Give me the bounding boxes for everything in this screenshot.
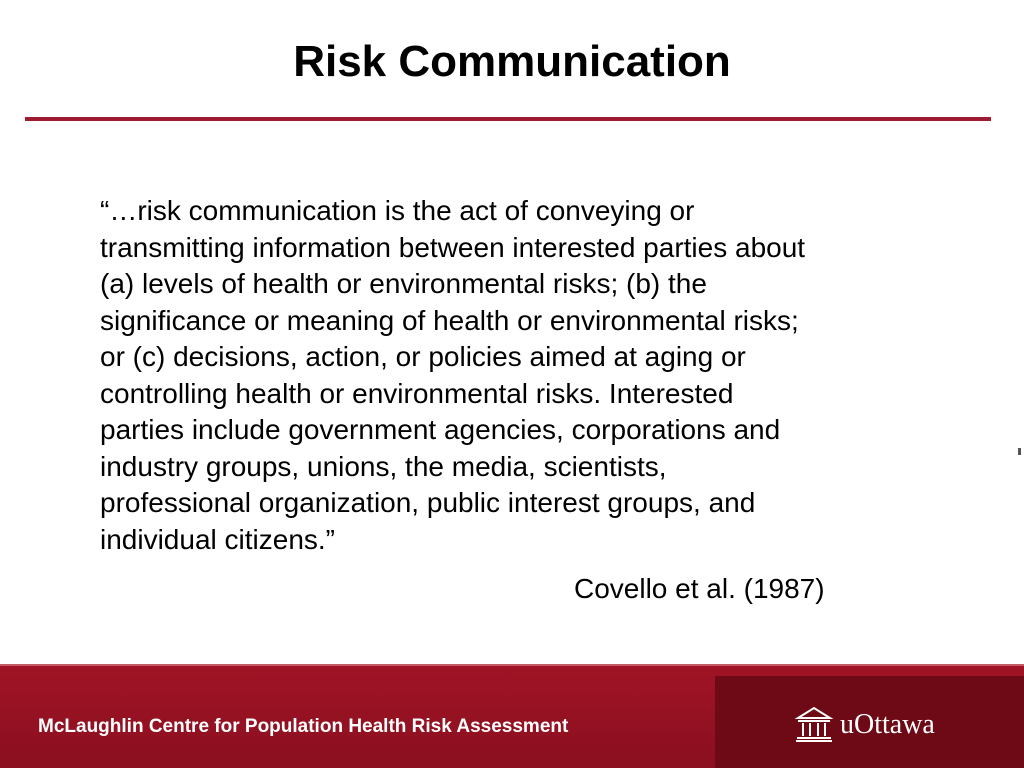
quote-line: industry groups, unions, the media, scientists,: [100, 450, 667, 482]
quote-line: significance or meaning of health or environmental risks;: [100, 304, 799, 336]
quote-line: parties include government agencies, corporations and: [100, 414, 781, 445]
quote-line: “…risk communication is the act of conveying or: [100, 195, 695, 226]
quote-line: individual citizens.”: [100, 523, 335, 555]
quote-line: transmitting information between interested parties about: [100, 231, 806, 263]
title-divider: [25, 117, 991, 121]
quote-line: professional organization, public interest groups, and: [100, 487, 756, 518]
quote-citation: Covello et al. (1987): [574, 573, 825, 604]
building-columns-icon: [794, 704, 834, 744]
quote-line: (a) levels of health or environmental risks; (b) the: [100, 268, 707, 299]
quote-block: [100, 193, 980, 558]
footer-organization-name: McLaughlin Centre for Population Health Risk Assessment: [38, 716, 569, 737]
uottawa-wordmark: uOttawa: [840, 709, 935, 740]
edge-mark: [1018, 448, 1021, 455]
footer-divider: [0, 664, 1024, 666]
slide-title: Risk Communication: [293, 37, 731, 86]
quote-line: controlling health or environmental risks. Interested: [100, 377, 734, 409]
quote-line: or (c) decisions, action, or policies aimed at aging or: [100, 341, 746, 372]
